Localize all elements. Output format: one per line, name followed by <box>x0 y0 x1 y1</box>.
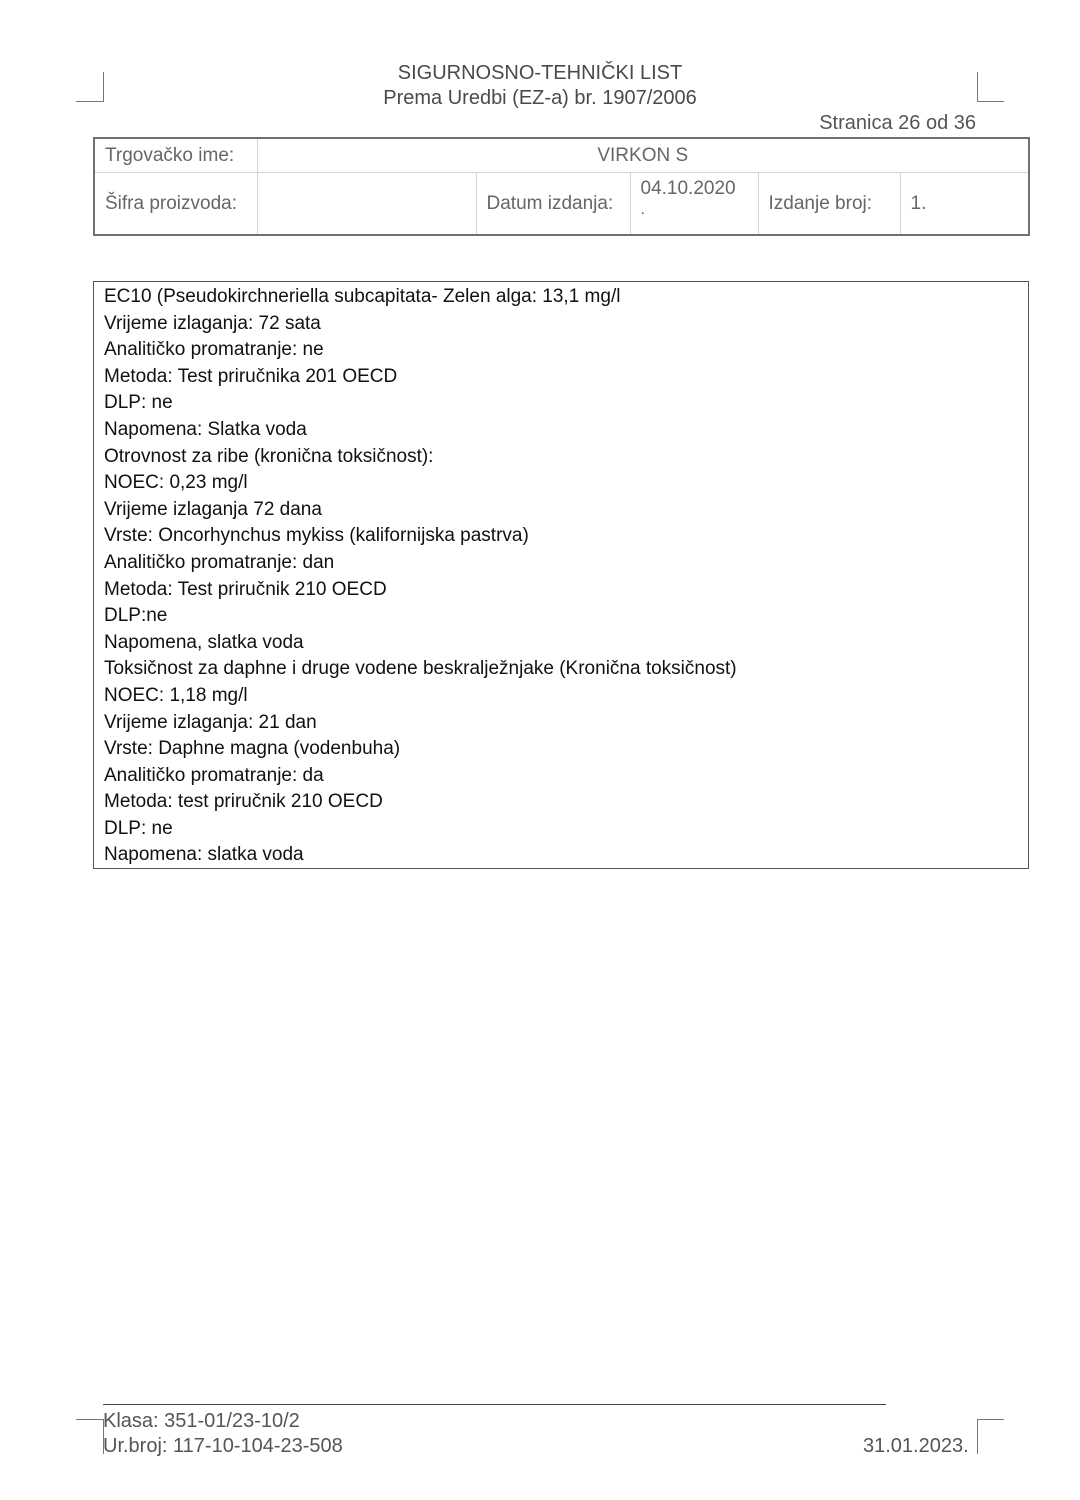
content-line: Napomena: slatka voda <box>104 844 304 866</box>
document-title: SIGURNOSNO-TEHNIČKI LIST <box>397 62 683 84</box>
content-line: Vrste: Oncorhynchus mykiss (kalifornijska pastrva) <box>104 525 529 547</box>
issue-date-cell <box>630 173 758 236</box>
content-line: Vrste: Daphne magna (vodenbuha) <box>104 738 401 760</box>
ecotoxicity-content-box <box>93 281 1029 869</box>
issue-date-label: Datum izdanja: <box>476 173 630 236</box>
content-line: Otrovnost za ribe (kronična toksičnost): <box>104 445 434 467</box>
content-line: Vrijeme izlaganja 72 dana <box>104 498 322 520</box>
table-row <box>94 138 1029 173</box>
footer-date: 31.01.2023. <box>863 1435 969 1457</box>
content-line: Vrijeme izlaganja: 21 dan <box>104 711 317 733</box>
content-line: DLP: ne <box>104 817 173 839</box>
content-line: NOEC: 1,18 mg/l <box>104 684 248 706</box>
issue-date-value: 04.10.2020 <box>640 178 736 199</box>
content-line: Metoda: test priručnik 210 OECD <box>104 791 383 813</box>
content-line: Analitičko promatranje: dan <box>104 551 335 573</box>
content-line: DLP: ne <box>104 392 173 414</box>
trade-name-value: VIRKON S <box>257 138 1029 173</box>
footer-urbroj: Ur.broj: 117-10-104-23-508 <box>103 1435 343 1457</box>
footer-divider <box>103 1404 886 1405</box>
crop-mark-bottom-right <box>977 1419 1004 1454</box>
page-number: Stranica 26 od 36 <box>819 112 976 134</box>
content-line: Analitičko promatranje: ne <box>104 339 324 361</box>
content-line: DLP:ne <box>104 605 168 627</box>
content-line: Vrijeme izlaganja: 72 sata <box>104 312 321 334</box>
content-line: Toksičnost za daphne i druge vodene beskralježnjake (Kronična toksičnost) <box>104 658 737 680</box>
document-subtitle: Prema Uredbi (EZ-a) br. 1907/2006 <box>383 87 697 109</box>
content-line: Napomena, slatka voda <box>104 631 304 653</box>
issue-date-dot: . <box>640 201 645 218</box>
edition-value: 1. <box>900 173 1029 236</box>
table-row <box>94 173 1029 236</box>
content-line: EC10 (Pseudokirchneriella subcapitata- Zelen alga: 13,1 mg/l <box>104 286 621 307</box>
product-info-table <box>93 137 1030 236</box>
content-line: Metoda: Test priručnik 210 OECD <box>104 578 387 600</box>
content-line: Napomena: Slatka voda <box>104 418 307 440</box>
crop-mark-bottom-left <box>76 1419 104 1454</box>
content-line: Metoda: Test priručnika 201 OECD <box>104 365 398 387</box>
footer-klasa: Klasa: 351-01/23-10/2 <box>103 1410 300 1432</box>
product-code-label: Šifra proizvoda: <box>94 173 257 236</box>
edition-label: Izdanje broj: <box>758 173 900 236</box>
content-line: NOEC: 0,23 mg/l <box>104 472 248 494</box>
trade-name-label: Trgovačko ime: <box>94 138 257 173</box>
content-line: Analitičko promatranje: da <box>104 764 324 786</box>
product-code-value <box>257 173 476 236</box>
